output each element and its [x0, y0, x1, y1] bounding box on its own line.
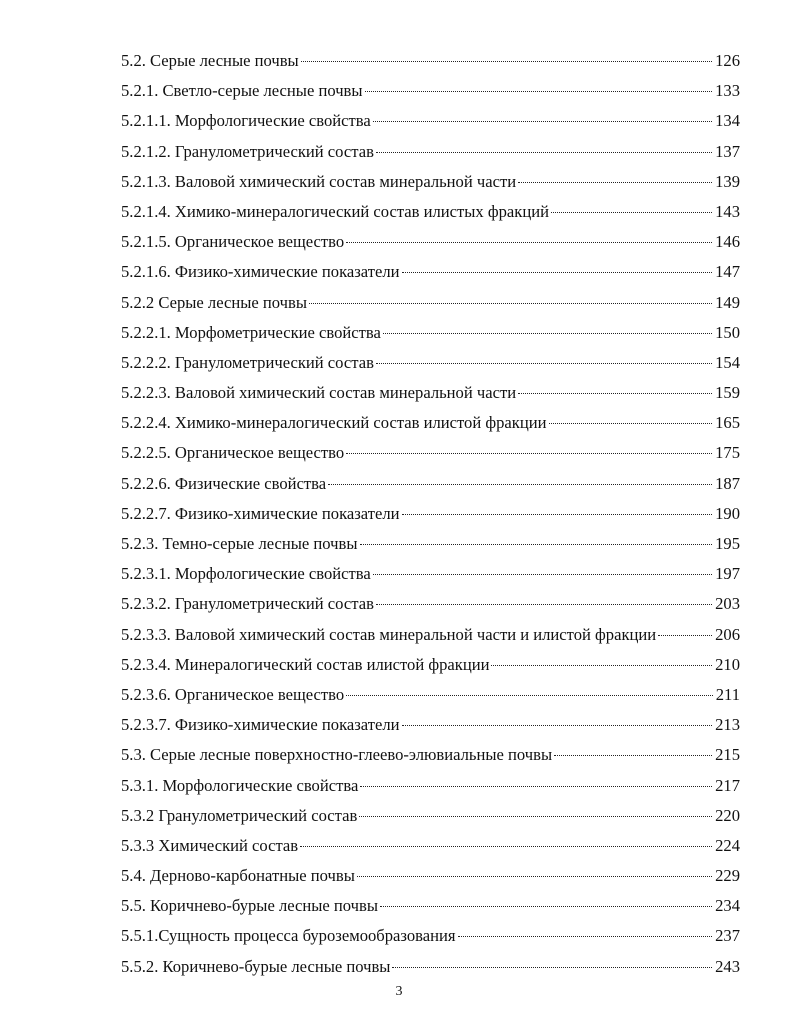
toc-entry-title: 5.2.3. Темно-серые лесные почвы	[121, 534, 358, 553]
toc-entry-title: 5.5.2. Коричнево-бурые лесные почвы	[121, 956, 391, 976]
toc-leader-dots	[551, 212, 712, 213]
toc-leader-dots	[357, 876, 712, 877]
toc-entry-title: 5.2.1.3. Валовой химический состав минеральной части	[121, 171, 517, 191]
table-of-contents	[121, 46, 740, 982]
toc-entry-page: 175	[715, 443, 740, 463]
toc-leader-dots	[491, 665, 712, 666]
toc-entry-page: 147	[715, 262, 740, 282]
toc-entry	[121, 469, 740, 499]
toc-entry	[121, 167, 740, 197]
toc-entry	[121, 831, 740, 861]
toc-entry	[121, 499, 740, 529]
toc-entry-page: 203	[715, 594, 740, 614]
toc-entry-page: 237	[715, 926, 740, 946]
toc-entry-page: 197	[715, 564, 740, 584]
toc-leader-dots	[392, 967, 712, 968]
toc-entry-title: 5.2.3.2. Гранулометрический состав	[121, 594, 374, 614]
toc-entry	[121, 559, 740, 589]
toc-leader-dots	[301, 61, 712, 62]
toc-entry-page: 134	[715, 111, 740, 131]
toc-entry-title: 5.2.1.2. Гранулометрический состав	[121, 141, 374, 161]
toc-entry-title: 5.2.2.1. Морфометрические свойства	[121, 322, 381, 342]
toc-leader-dots	[518, 393, 712, 394]
toc-entry-page: 220	[715, 805, 740, 825]
toc-entry	[121, 46, 740, 76]
toc-entry	[121, 891, 740, 921]
toc-entry	[121, 589, 740, 619]
toc-entry	[121, 227, 740, 257]
toc-leader-dots	[402, 725, 713, 726]
toc-entry-page: 229	[715, 866, 740, 886]
toc-entry-page: 243	[715, 956, 740, 976]
toc-entry-title: 5.3.2 Гранулометрический состав	[121, 805, 358, 825]
toc-entry-page: 190	[715, 503, 740, 523]
toc-leader-dots	[376, 363, 712, 364]
toc-entry-title: 5.2.1.4. Химико-минералогический состав илистых фракций	[121, 201, 549, 221]
toc-entry-title: 5.4. Дерново-карбонатные почвы	[121, 866, 355, 886]
toc-leader-dots	[360, 786, 712, 787]
toc-entry-title: 5.5.1.Сущность процесса буроземообразования	[121, 926, 456, 946]
toc-leader-dots	[549, 423, 713, 424]
toc-entry-title: 5.2.2.5. Органическое вещество	[121, 443, 345, 463]
toc-entry-page: 165	[715, 413, 740, 433]
toc-entry-title: 5.2.2.7. Физико-химические показатели	[121, 503, 400, 523]
toc-entry-page: 210	[715, 654, 740, 674]
toc-entry	[121, 921, 740, 951]
toc-entry-title: 5.2.3.1. Морфологические свойства	[121, 564, 371, 584]
toc-leader-dots	[346, 695, 713, 696]
toc-leader-dots	[376, 604, 712, 605]
toc-entry	[121, 288, 740, 318]
toc-leader-dots	[402, 272, 713, 273]
toc-entry-title: 5.2. Серые лесные почвы	[121, 51, 299, 70]
toc-entry	[121, 378, 740, 408]
toc-leader-dots	[376, 152, 712, 153]
toc-leader-dots	[365, 91, 713, 92]
toc-leader-dots	[346, 242, 712, 243]
toc-entry	[121, 620, 740, 650]
toc-entry-title: 5.2.3.7. Физико-химические показатели	[121, 715, 400, 735]
toc-entry-page: 143	[715, 201, 740, 221]
toc-leader-dots	[373, 121, 712, 122]
toc-entry-page: 215	[715, 745, 740, 765]
toc-entry	[121, 408, 740, 438]
toc-entry-page: 213	[715, 715, 740, 735]
toc-entry-title: 5.2.3.6. Органическое вещество	[121, 684, 345, 704]
toc-entry-title: 5.2.3.4. Минералогический состав илистой фракции	[121, 654, 490, 674]
toc-entry-page: 149	[715, 292, 740, 312]
toc-leader-dots	[458, 936, 713, 937]
toc-entry	[121, 318, 740, 348]
toc-entry-title: 5.2.1.1. Морфологические свойства	[121, 111, 371, 131]
toc-entry-title: 5.2.2.2. Гранулометрический состав	[121, 352, 374, 372]
toc-leader-dots	[518, 182, 712, 183]
toc-entry-title: 5.2.2 Серые лесные почвы	[121, 292, 307, 312]
toc-entry-page: 234	[715, 896, 740, 916]
toc-entry-page: 137	[715, 141, 740, 161]
toc-entry	[121, 680, 740, 710]
toc-entry	[121, 106, 740, 136]
toc-entry	[121, 771, 740, 801]
toc-entry	[121, 861, 740, 891]
toc-leader-dots	[658, 635, 712, 636]
toc-entry-page: 211	[715, 684, 740, 704]
toc-entry-title: 5.2.2.6. Физические свойства	[121, 473, 327, 493]
toc-entry-page: 139	[715, 171, 740, 191]
toc-leader-dots	[554, 755, 712, 756]
toc-entry	[121, 710, 740, 740]
toc-entry	[121, 952, 740, 982]
toc-entry	[121, 348, 740, 378]
toc-entry-title: 5.3. Серые лесные поверхностно-глеево-элювиальные почвы	[121, 745, 553, 765]
page-number: 3	[395, 984, 403, 999]
toc-entry-title: 5.2.3.3. Валовой химический состав минеральной части и илистой фракции	[121, 624, 657, 644]
toc-entry	[121, 76, 740, 106]
toc-entry	[121, 197, 740, 227]
toc-entry	[121, 257, 740, 287]
toc-entry	[121, 137, 740, 167]
toc-entry-title: 5.2.1. Светло-серые лесные почвы	[121, 81, 363, 101]
toc-entry-title: 5.5. Коричнево-бурые лесные почвы	[121, 896, 378, 916]
toc-leader-dots	[346, 453, 712, 454]
toc-leader-dots	[380, 906, 712, 907]
toc-leader-dots	[328, 484, 712, 485]
toc-entry-page: 154	[715, 352, 740, 372]
toc-entry-page: 146	[715, 232, 740, 252]
toc-entry-title: 5.2.2.3. Валовой химический состав минеральной части	[121, 383, 517, 403]
toc-entry	[121, 650, 740, 680]
toc-entry	[121, 529, 740, 559]
toc-entry-title: 5.2.1.6. Физико-химические показатели	[121, 262, 400, 282]
toc-entry-title: 5.3.1. Морфологические свойства	[121, 775, 359, 795]
toc-leader-dots	[309, 303, 712, 304]
toc-leader-dots	[359, 816, 712, 817]
toc-entry-title: 5.2.1.5. Органическое вещество	[121, 232, 345, 252]
toc-leader-dots	[402, 514, 713, 515]
toc-entry	[121, 740, 740, 770]
toc-entry-page: 187	[715, 473, 740, 493]
toc-entry-page: 150	[715, 322, 740, 342]
toc-entry-page: 195	[715, 534, 740, 553]
toc-entry-title: 5.2.2.4. Химико-минералогический состав илистой фракции	[121, 413, 547, 433]
toc-entry-title: 5.3.3 Химический состав	[121, 835, 299, 855]
toc-leader-dots	[300, 846, 712, 847]
toc-entry	[121, 438, 740, 468]
toc-leader-dots	[383, 333, 712, 334]
toc-leader-dots	[373, 574, 712, 575]
toc-entry-page: 159	[715, 383, 740, 403]
toc-leader-dots	[360, 544, 713, 545]
toc-entry-page: 133	[715, 81, 740, 101]
toc-entry-page: 206	[715, 624, 740, 644]
toc-entry-page: 126	[715, 51, 740, 70]
toc-entry	[121, 801, 740, 831]
toc-entry-page: 224	[715, 835, 740, 855]
toc-entry-page: 217	[715, 775, 740, 795]
